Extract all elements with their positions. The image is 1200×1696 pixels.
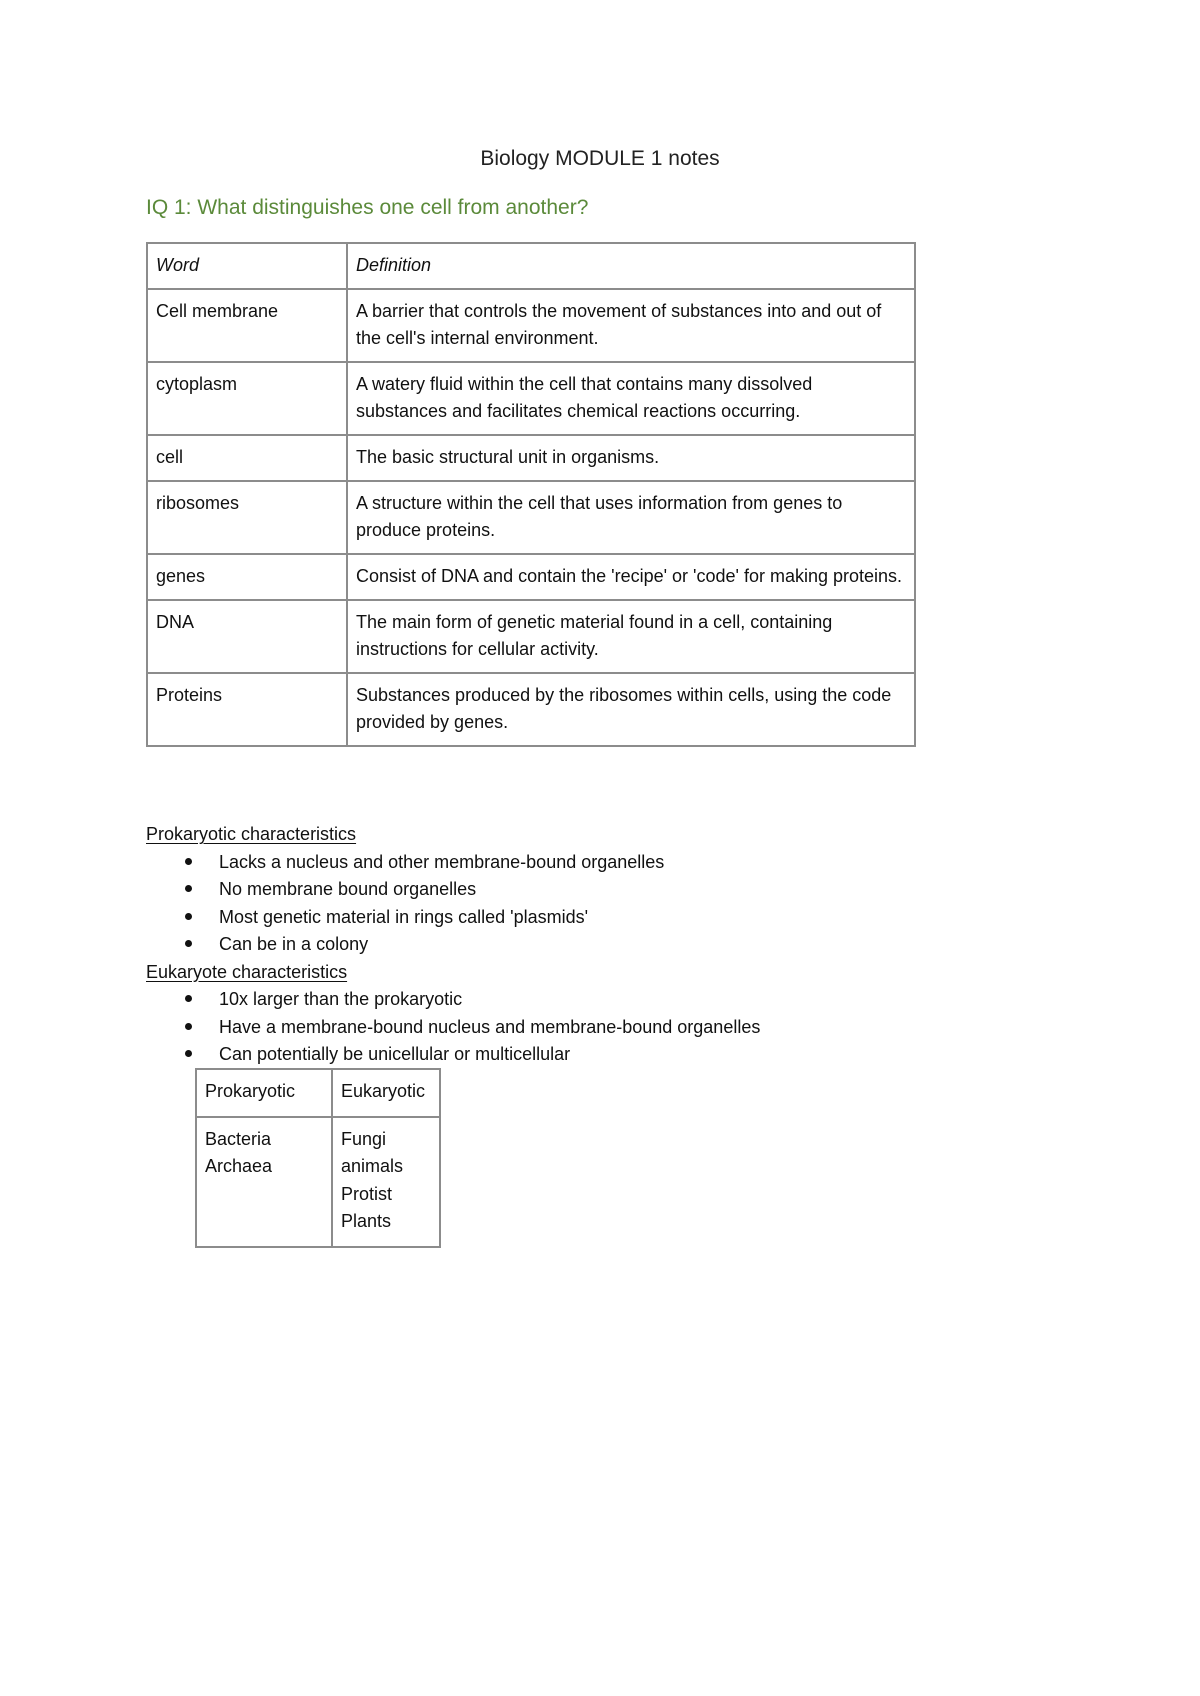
list-item-text: Can potentially be unicellular or multicellular [219,1044,571,1064]
term-cell: cell [147,435,347,481]
column-header-word: Word [147,243,347,289]
eukaryotic-examples-cell [332,1117,440,1247]
term-cell: Proteins [147,673,347,746]
term-cell: genes [147,554,347,600]
examples-table-header-row [196,1069,440,1117]
eukaryote-heading: Eukaryote characteristics [146,961,348,982]
table-row [147,289,915,362]
eukaryote-bullet-list [146,986,1046,1069]
bullet-icon [185,940,192,947]
column-header-prokaryotic: Prokaryotic [196,1069,332,1117]
prokaryotic-examples-cell [196,1117,332,1247]
list-item [146,904,1046,932]
list-item [146,876,1046,904]
table-row [147,673,915,746]
definition-cell: Substances produced by the ribosomes within cells, using the code provided by genes. [347,673,915,746]
definition-cell: Consist of DNA and contain the 'recipe' or 'code' for making proteins. [347,554,915,600]
list-item-text: Can be in a colony [219,934,369,954]
inquiry-question-heading: IQ 1: What distinguishes one cell from another? [146,196,589,219]
definition-cell: A structure within the cell that uses information from genes to produce proteins. [347,481,915,554]
cell-type-examples-table [195,1068,441,1248]
list-item-text: Lacks a nucleus and other membrane-bound organelles [219,851,665,872]
cell-type-notes [146,821,1046,1069]
definition-cell: The main form of genetic material found in a cell, containing instructions for cellular activity. [347,600,915,673]
term-cell: Cell membrane [147,289,347,362]
table-row [147,481,915,554]
example-item: Bacteria [205,1128,272,1149]
prokaryotic-heading: Prokaryotic characteristics [146,824,357,844]
table-row [147,600,915,673]
definition-cell: The basic structural unit in organisms. [347,435,915,481]
bullet-icon [185,858,192,865]
definition-cell: A watery fluid within the cell that contains many dissolved substances and facilitates chemical reactions occurring. [347,362,915,435]
example-item: Plants [341,1211,392,1231]
example-item: animals [341,1156,404,1176]
list-item [146,1014,1046,1042]
column-header-eukaryotic: Eukaryotic [332,1069,440,1117]
prokaryotic-bullet-list [146,849,1046,959]
bullet-icon [185,885,192,892]
term-cell: ribosomes [147,481,347,554]
list-item [146,1041,1046,1069]
example-item: Archaea [205,1156,273,1176]
definition-cell: A barrier that controls the movement of substances into and out of the cell's internal environment. [347,289,915,362]
bullet-icon [185,995,192,1002]
list-item-text: Most genetic material in rings called 'plasmids' [219,906,589,927]
example-item: Fungi [341,1128,387,1149]
table-row [196,1117,440,1247]
list-item-text: No membrane bound organelles [219,879,477,899]
term-cell: DNA [147,600,347,673]
list-item-text: Have a membrane-bound nucleus and membrane-bound organelles [219,1016,761,1037]
vocabulary-table [146,242,916,747]
bullet-icon [185,1023,192,1030]
table-row [147,554,915,600]
list-item [146,986,1046,1014]
list-item [146,849,1046,877]
bullet-icon [185,1050,192,1057]
example-item: Protist [341,1183,393,1204]
vocabulary-table-header-row [147,243,915,289]
list-item [146,931,1046,959]
document-title: Biology MODULE 1 notes [480,147,720,170]
term-cell: cytoplasm [147,362,347,435]
table-row [147,362,915,435]
list-item-text: 10x larger than the prokaryotic [219,989,463,1009]
bullet-icon [185,913,192,920]
column-header-definition: Definition [347,243,915,289]
table-row [147,435,915,481]
